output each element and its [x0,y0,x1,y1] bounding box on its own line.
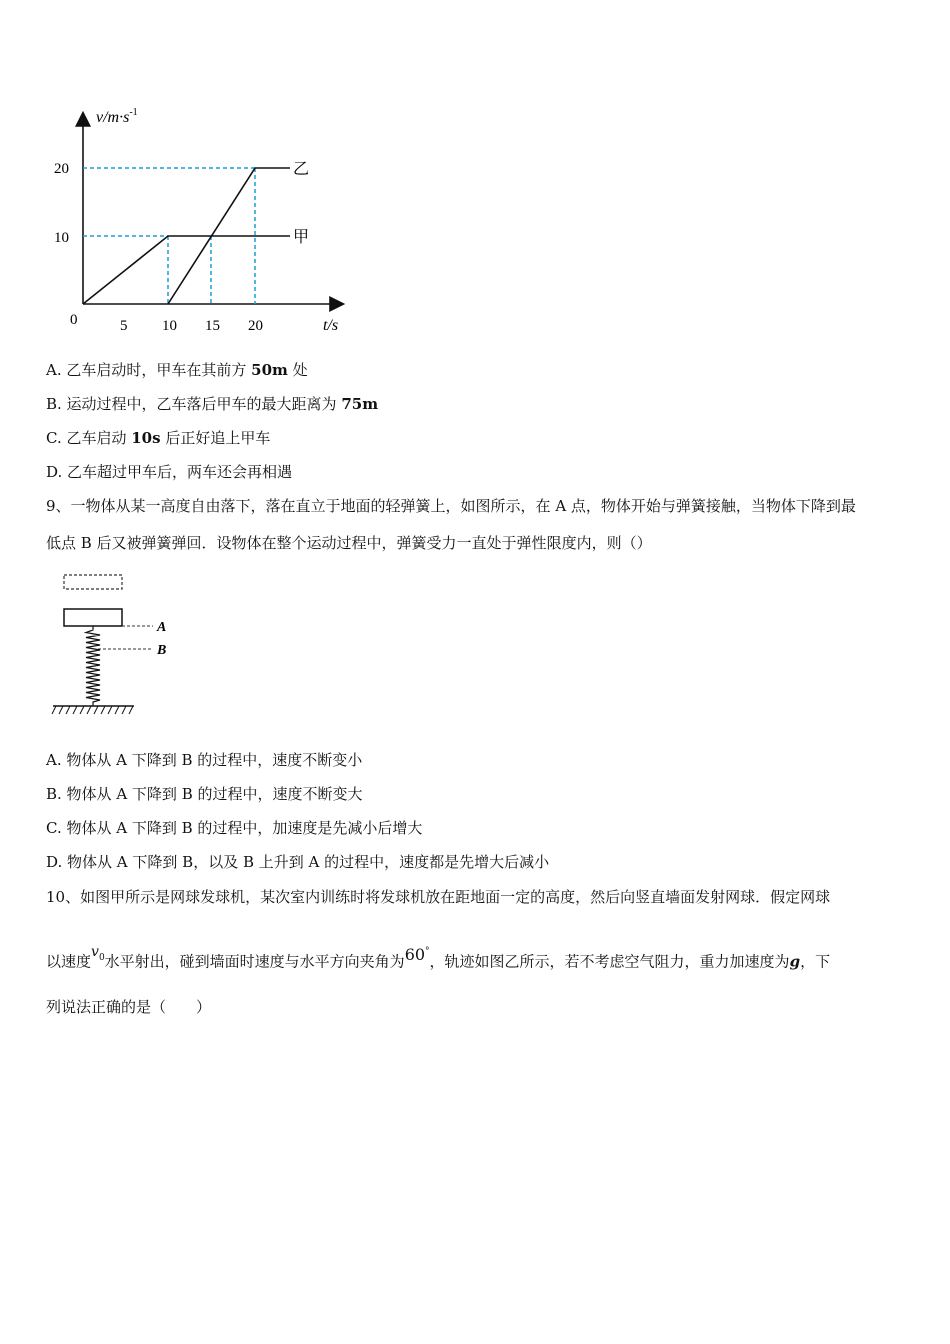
q10-stem-line1: 10、如图甲所示是网球发球机，某次室内训练时将发球机放在距地面一定的高度，然后向竖直墙面发射网球．假定网球 [46,888,831,906]
q10-stem-line2: 以速度$v_0$水平射出，碰到墙面时速度与水平方向夹角为60°，轨迹如图乙所示，若不考虑空气阻力，重力加速度为g，下 [46,944,831,971]
line-jia [83,236,290,304]
q9-stem-line1: 9、一物体从某一高度自由落下，落在直立于地面的轻弹簧上，如图所示，在 A 点，物体开始与弹簧接触，当物体下降到最 [46,497,856,515]
origin-label: 0 [70,312,78,328]
label-jia: 甲 [293,229,310,246]
q8-option-b: B. 运动过程中，乙车落后甲车的最大距离为 75m [46,395,379,413]
q10-stem-line3: 列说法正确的是（ ） [46,998,212,1016]
y-tick-10: 10 [54,230,69,246]
x-axis-label: t/s [323,317,339,334]
q9-stem-line2: 低点 B 后又被弹簧弹回．设物体在整个运动过程中，弹簧受力一直处于弹性限度内，则（） [46,534,652,552]
spring-figure [48,568,188,720]
q9-option-a: A. 物体从 A 下降到 B 的过程中，速度不断变小 [46,751,363,769]
label-a: A [157,620,167,635]
x-tick-5: 5 [120,318,128,334]
label-yi: 乙 [293,161,310,178]
v0-symbol: $v_0$ [91,944,105,964]
spring [86,626,100,706]
x-tick-10: 10 [162,318,177,334]
q9-option-c: C. 物体从 A 下降到 B 的过程中，加速度是先减小后增大 [46,819,423,837]
q8-option-a: A. 乙车启动时，甲车在其前方 50m 处 [46,361,308,379]
block [64,609,122,626]
y-tick-20: 20 [54,161,69,177]
label-b: B [157,643,167,658]
angle-value: 60° [404,945,430,965]
q8-option-d: D. 乙车超过甲车后，两车还会再相遇 [46,463,293,481]
x-tick-20: 20 [248,318,263,334]
x-tick-15: 15 [205,318,220,334]
q9-option-b: B. 物体从 A 下降到 B 的过程中，速度不断变大 [46,785,363,803]
q9-option-d: D. 物体从 A 下降到 B，以及 B 上升到 A 的过程中，速度都是先增大后减小 [46,853,550,871]
dashed-block [64,575,122,589]
y-axis-label: $v/m\cdot s^{-1}$ [96,107,138,126]
vt-graph [40,100,370,345]
q8-option-c: C. 乙车启动 10s 后正好追上甲车 [46,429,271,447]
